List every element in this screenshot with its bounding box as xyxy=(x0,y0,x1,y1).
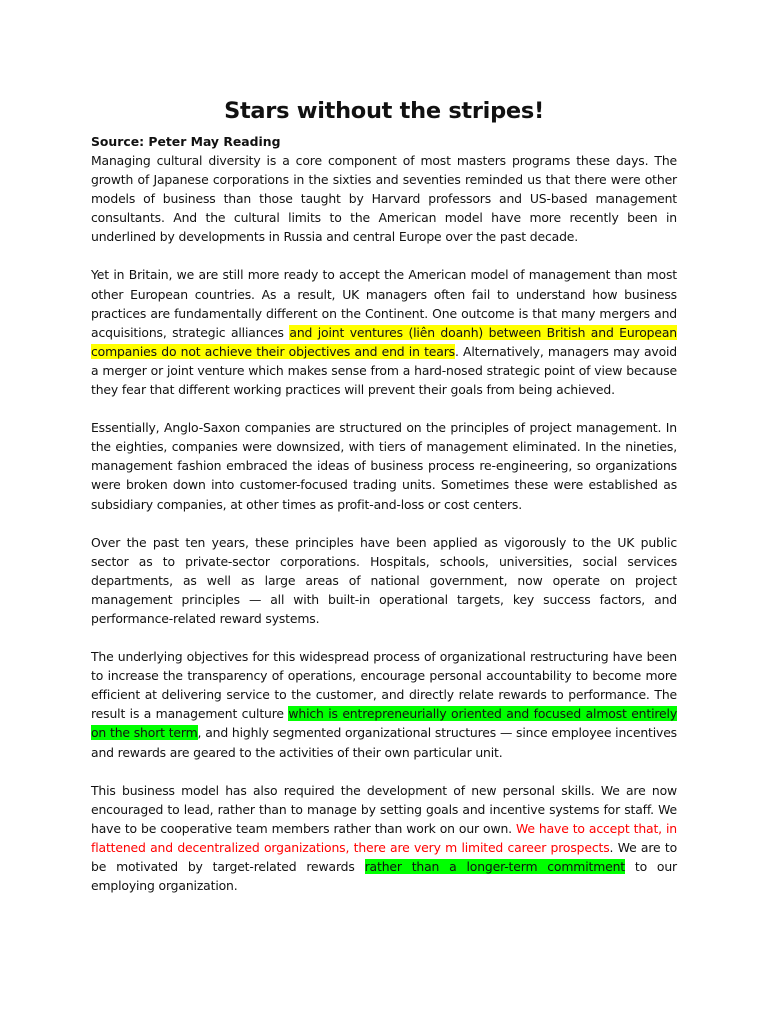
document-title: Stars without the stripes! xyxy=(224,98,544,124)
paragraph-5-text-b: , and highly segmented organizational structures — since employee incentives and rewards are geared to the activities of their own particular unit. xyxy=(91,725,677,760)
paragraph-6-text-c: to our employing organization. xyxy=(91,859,678,894)
paragraph-4 xyxy=(91,533,677,628)
paragraph-2 xyxy=(91,265,677,399)
paragraph-1-text: Managing cultural diversity is a core component of most masters programs these days. The growth of Japanese corporations in the sixties and seventies reminded us that there were other models of business than those taught by Harvard professors and US-based management consultants. And the cultural limits to the American model have more recently been in underlined by developments in Russia and central Europe over the past decade. xyxy=(91,153,677,245)
paragraph-3-text: Essentially, Anglo-Saxon companies are structured on the principles of project management. In the eighties, companies were downsized, with tiers of management eliminated. In the nineties, management fashion embraced the ideas of business process re-engineering, so organizations were broken down into customer-focused trading units. Sometimes these were established as subsidiary companies, at other times as profit-and-loss or cost centers. xyxy=(91,420,677,512)
paragraph-5-text-a: The underlying objectives for this widespread process of organizational restructuring have been to increase the transparency of operations, encourage personal accountability to become more efficient at delivering service to the customer, and directly relate rewards to performance. The result is a management culture xyxy=(91,649,677,722)
paragraph-2-text-a: Yet in Britain, we are still more ready to accept the American model of management than most other European countries. As a result, UK managers often fail to understand how business practices are fundamentally different on the Continent. One outcome is that many mergers and acquisitions, strategic alliances xyxy=(91,267,677,340)
paragraph-6 xyxy=(91,781,677,896)
paragraph-1 xyxy=(91,151,677,246)
paragraph-6-red-text: We have to accept that, in flattened and decentralized organizations, there are very m limited career prospects xyxy=(91,820,678,855)
paragraph-4-text: Over the past ten years, these principles have been applied as vigorously to the UK public sector as to private-sector corporations. Hospitals, schools, universities, social services departments, as well as large areas of national government, now operate on project management principles — all with built-in operational targets, key success factors, and performance-related reward systems. xyxy=(91,534,677,626)
paragraph-5-highlight: which is entrepreneurially oriented and focused almost entirely on the short term xyxy=(91,706,678,741)
paragraph-2-text-b: . Alternatively, managers may avoid a merger or joint venture which makes sense from a hard-nosed strategic point of view because they fear that different working practices will prevent their goals from being achieved. xyxy=(91,343,678,398)
paragraph-6-highlight: rather than a longer-term commitment xyxy=(364,859,626,874)
source-line: Source: Peter May Reading xyxy=(91,134,281,149)
paragraph-2-highlight: and joint ventures (liên doanh) between British and European companies do not achieve their objectives and end in tears xyxy=(91,324,677,359)
paragraph-5 xyxy=(91,647,677,762)
paragraph-6-text-b: . We are to be motivated by target-related rewards xyxy=(91,839,677,874)
paragraph-3 xyxy=(91,418,677,513)
paragraph-6-text-a: This business model has also required the development of new personal skills. We are now encouraged to lead, rather than to manage by setting goals and incentive systems for staff. We have to be cooperative team members rather than work on our own. xyxy=(91,782,677,836)
